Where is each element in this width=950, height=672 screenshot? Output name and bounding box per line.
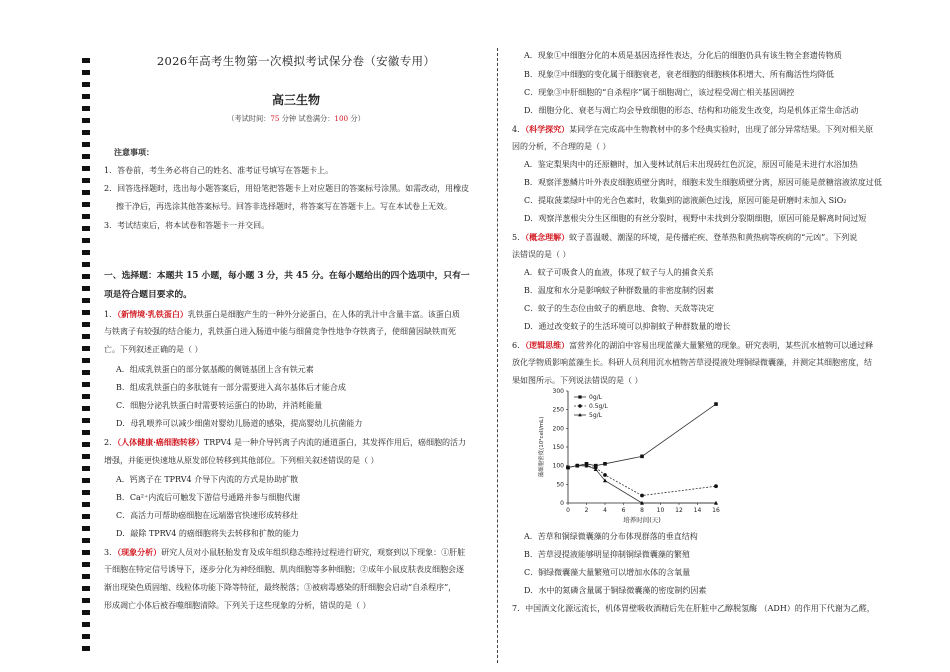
q1-option-a: A．组成乳铁蛋白的部分氨基酸的侧链基团上含有铁元素 (116, 365, 314, 374)
binding-mark (82, 250, 90, 255)
binding-mark (82, 334, 90, 339)
x-tick-label: 12 (675, 507, 683, 514)
q2-option-c: C．高活力可帮助癌细胞在远端器官快速形成转移灶 (116, 511, 299, 520)
x-tick-label: 2 (584, 507, 589, 514)
binding-mark (82, 574, 90, 579)
data-point (603, 462, 607, 466)
question-6-stem: 放化学物质影响蓝藻生长。科研人员利用沉水植物苦草浸提液处理铜绿微囊藻，并测定其细胞密度，结 (512, 358, 872, 367)
binding-mark (82, 346, 90, 351)
q3-option-d: D．细胞分化、衰老与凋亡均会导致细胞的形态、结构和功能发生改变，均是机体正常生命活动 (524, 106, 859, 115)
question-5-stem: 法错误的是（ ） (512, 250, 571, 259)
binding-mark (82, 322, 90, 327)
binding-mark (82, 622, 90, 627)
q-tag: （新情境·乳铁蛋白） (117, 309, 188, 319)
meta-suffix: 分） (348, 114, 365, 123)
cell-density-chart (534, 385, 724, 525)
question-1-stem: 亡。下列叙述正确的是（ ） (104, 345, 203, 354)
binding-mark (82, 370, 90, 375)
exam-subject: 高三生物 (271, 93, 320, 107)
q1-option-b: B．组成乳铁蛋白的多肽链有一部分需要进入高尔基体后才能合成 (116, 383, 346, 392)
q-num: 6． (512, 341, 526, 350)
binding-mark (82, 442, 90, 447)
y-tick-label: 300 (552, 388, 564, 395)
q-text: 乳铁蛋白是细胞产生的一种外分泌蛋白，在人体的乳汁中含量丰富。该蛋白质 (187, 310, 460, 319)
binding-mark (82, 526, 90, 531)
q5-option-d: D．通过改变蚊子的生活环境可以抑制蚊子种群数量的增长 (524, 322, 731, 331)
section-heading: 一、选择题：本题共 15 小题，每小题 3 分，共 45 分。在每小题给出的四个选项中，只有一 (104, 271, 470, 281)
q5-option-b: B．温度和水分是影响蚊子种群数量的非密度制约因素 (524, 286, 714, 295)
note-item: 1．答卷前，考生务必将自己的姓名、准考证号填写在答题卡上。 (104, 166, 334, 175)
exam-title: 2026年高考生物第一次模拟考试保分卷（安徽专用） (156, 54, 436, 68)
q-tag: （人体健康·癌细胞转移） (117, 437, 204, 447)
binding-mark (82, 214, 90, 219)
question-7-stem (512, 603, 875, 615)
data-point (640, 494, 644, 498)
y-tick-label: 250 (552, 406, 564, 414)
q6-option-d: D．水中的氮磷含量属于铜绿微囊藻的密度制约因素 (524, 586, 707, 595)
binding-mark (82, 514, 90, 519)
q-num: 1． (104, 310, 118, 319)
question-3-stem: 干细胞在特定信号诱导下，逐步分化为神经细胞、肌肉细胞等多种细胞；②成年小鼠皮肤表皮细胞会逐 (104, 565, 464, 574)
binding-mark (82, 502, 90, 507)
q5-option-a: A．蚊子可吸食人的血液，体现了蚊子与人的捕食关系 (524, 268, 714, 277)
legend-marker (578, 395, 581, 398)
binding-mark (82, 178, 90, 183)
legend-label: 0g/L (589, 394, 602, 401)
binding-mark (82, 94, 90, 99)
question-1-stem (104, 308, 460, 321)
q3-option-b: B．现象②中细胞的变化属于细胞衰老，衰老细胞的细胞核体积增大、所有酶活性均降低 (524, 70, 834, 79)
binding-mark (82, 226, 90, 231)
question-6-stem (512, 339, 873, 352)
binding-mark (82, 382, 90, 387)
question-3-stem (104, 546, 465, 559)
meta-mid: 分钟 试卷满分： (279, 114, 335, 123)
q-text: 某同学在完成高中生物教材中的多个经典实验时，出现了部分异常结果。下列对相关原 (569, 125, 874, 134)
exam-meta (104, 114, 488, 124)
data-point (603, 473, 607, 477)
q-num: 5． (512, 233, 526, 242)
q-text: 富营养化的湖泊中容易出现蓝藻大量繁殖的现象。研究表明，某些沉水植物可以通过释 (569, 341, 874, 350)
question-6-stem: 果如图所示。下列说法错误的是（ ） (512, 376, 643, 385)
binding-mark (82, 238, 90, 243)
x-tick-label: 0 (566, 507, 570, 514)
binding-mark (82, 82, 90, 87)
q4-option-a: A．鉴定梨果肉中的还原糖时，加入斐林试剂后未出现砖红色沉淀，原因可能是未进行水浴加热 (524, 160, 858, 169)
binding-mark (82, 130, 90, 135)
q6-option-c: C．铜绿微囊藻大量繁殖可以增加水体的含氧量 (524, 568, 691, 577)
binding-margin (82, 58, 92, 658)
binding-mark (82, 166, 90, 171)
q1-option-c: C．细胞分泌乳铁蛋白时需要转运蛋白的协助，并消耗能量 (116, 401, 323, 410)
binding-mark (82, 274, 90, 279)
binding-mark (82, 142, 90, 147)
legend-label: 0.5g/L (589, 403, 608, 410)
legend-label: 5g/L (589, 412, 602, 419)
q5-option-c: C．蚊子的生态位由蚊子的栖息地、食物、天敌等决定 (524, 304, 715, 313)
q6-option-b: B．苦草浸提液能够明显抑制铜绿微囊藻的繁殖 (524, 550, 690, 559)
binding-mark (82, 634, 90, 639)
q2-option-d: D．敲除 TPRV4 的癌细胞将失去转移和扩散的能力 (116, 529, 299, 538)
q-text: 蚊子喜温暖、潮湿的环境，是传播疟疾、登革热和黄热病等疾病的“元凶”。下列说 (569, 233, 858, 242)
q4-option-d: D．观察洋葱根尖分生区细胞的有丝分裂时，视野中未找到分裂期细胞，原因可能是解离时间过短 (524, 214, 867, 223)
q-tag: （逻辑思维） (525, 340, 570, 350)
y-tick-label: 0 (560, 500, 564, 507)
q-num: 3． (104, 548, 118, 557)
x-tick-label: 6 (621, 507, 626, 514)
binding-mark (82, 154, 90, 159)
y-tick-label: 200 (552, 425, 564, 433)
question-2-stem: 增强，并能更快速地从原发部位转移到其他部位。下列相关叙述错误的是（ ） (104, 456, 379, 465)
binding-mark (82, 646, 90, 651)
note-item: 2．回答选择题时，选出每小题答案后，用铅笔把答题卡上对应题目的答案标号涂黑。如需改动，用橡皮 (104, 184, 470, 193)
q3-option-a: A．现象①中细胞分化的本质是基因选择性表达，分化后的细胞仍具有该生物全套遗传物质 (524, 51, 842, 60)
y-tick-label: 150 (552, 444, 564, 451)
q2-option-b: B．Ca²⁺内流后可触发下游信号通路并参与细胞代谢 (116, 493, 301, 502)
y-tick-label: 100 (552, 462, 564, 470)
x-tick-label: 4 (603, 507, 607, 514)
binding-mark (82, 598, 90, 603)
section-heading-cont: 项是符合题目要求的。 (104, 290, 192, 300)
x-tick-label: 16 (712, 507, 720, 514)
x-tick-label: 10 (656, 507, 665, 514)
x-tick-label: 14 (693, 507, 702, 514)
q-text: 研究人员对小鼠胚胎发育及成年组织稳态维持过程进行研究，观察到以下现象：①肝脏 (161, 548, 466, 557)
q-num: 7． (512, 604, 526, 613)
q-num: 4． (512, 125, 526, 134)
binding-mark (82, 418, 90, 423)
time-value: 75 (270, 114, 280, 123)
y-tick-label: 50 (556, 481, 564, 489)
x-tick-label: 8 (640, 507, 644, 514)
notes-heading: 注意事项： (114, 147, 154, 157)
q6-option-a: A．苦草和铜绿微囊藻的分布体现群落的垂直结构 (524, 532, 698, 541)
binding-mark (82, 58, 90, 63)
question-3-stem: 渐出现染色质固缩、线粒体功能下降等特征，最终脱落；③被病毒感染的肝细胞会启动“自杀程序”， (104, 583, 457, 592)
q-num: 2． (104, 438, 118, 447)
question-4-stem: 因的分析，不合理的是（ ） (512, 142, 611, 151)
q-tag: （科学探究） (525, 124, 570, 134)
q4-option-b: B．观察洋葱鳞片叶外表皮细胞质壁分离时，细胞未发生细胞质壁分离，原因可能是蔗糖溶液浓度过低 (524, 178, 882, 187)
legend-marker (578, 404, 581, 407)
binding-mark (82, 430, 90, 435)
question-4-stem (512, 123, 873, 136)
q3-option-c: C．现象③中肝细胞的“自杀程序”属于细胞凋亡，该过程受凋亡相关基因调控 (524, 88, 795, 97)
binding-mark (82, 466, 90, 471)
binding-mark (82, 478, 90, 483)
binding-mark (82, 70, 90, 75)
binding-mark (82, 562, 90, 567)
q1-option-d: D．母乳喂养可以减少细菌对婴幼儿肠道的感染，提高婴幼儿抗菌能力 (116, 419, 363, 428)
binding-mark (82, 298, 90, 303)
binding-mark (82, 118, 90, 123)
data-point (714, 402, 718, 406)
q-tag: （现象分析） (117, 547, 162, 557)
meta-prefix: （考试时间： (227, 114, 271, 123)
binding-mark (82, 490, 90, 495)
binding-mark (82, 358, 90, 363)
question-5-stem (512, 231, 857, 244)
binding-mark (82, 286, 90, 291)
column-divider (497, 48, 498, 663)
binding-mark (82, 610, 90, 615)
data-point (640, 455, 644, 459)
binding-mark (82, 394, 90, 399)
x-axis-label: 培养时间(天) (623, 516, 661, 524)
binding-mark (82, 550, 90, 555)
question-3-stem: 形成凋亡小体后被吞噬细胞清除。下列关于这些现象的分析，错误的是（ ） (104, 601, 371, 610)
binding-mark (82, 454, 90, 459)
series-line-2 (568, 466, 716, 496)
binding-mark (82, 262, 90, 267)
q2-option-a: A．钙离子在 TPRV4 介导下内流的方式是协助扩散 (116, 475, 299, 484)
binding-mark (82, 106, 90, 111)
q-text: 中国酒文化源远流长，机体胃壁吸收酒精后先在肝脏中乙醇脱氢酶 （ADH）的作用下代谢为乙醛， (525, 604, 875, 613)
binding-mark (82, 586, 90, 591)
binding-mark (82, 406, 90, 411)
binding-mark (82, 190, 90, 195)
score-value: 100 (334, 114, 349, 123)
question-2-stem (104, 436, 466, 449)
q-text: TRPV4 是一种介导钙离子内流的通道蛋白，其发挥作用后，癌细胞的活力 (203, 438, 467, 447)
binding-mark (82, 202, 90, 207)
note-item: 擦干净后，再选涂其他答案标号。回答非选择题时，将答案写在答题卡上。写在本试卷上无效。 (116, 202, 452, 211)
question-1-stem: 与铁离子有较强的结合能力，乳铁蛋白进入肠道中能与细菌竞争性地争夺铁离子，使细菌因缺铁而死 (104, 327, 456, 336)
y-axis-label: 藻细胞密度(10⁴cell/mL) (539, 416, 545, 478)
binding-mark (82, 538, 90, 543)
q4-option-c: C．提取菠菜绿叶中的光合色素时，收集到的滤液颜色过浅，原因可能是研磨时未加入 SiO₂ (524, 196, 847, 205)
binding-mark (82, 310, 90, 315)
data-point (714, 484, 718, 488)
note-item: 3．考试结束后，将本试卷和答题卡一并交回。 (104, 221, 270, 230)
q-tag: （概念理解） (525, 232, 570, 242)
